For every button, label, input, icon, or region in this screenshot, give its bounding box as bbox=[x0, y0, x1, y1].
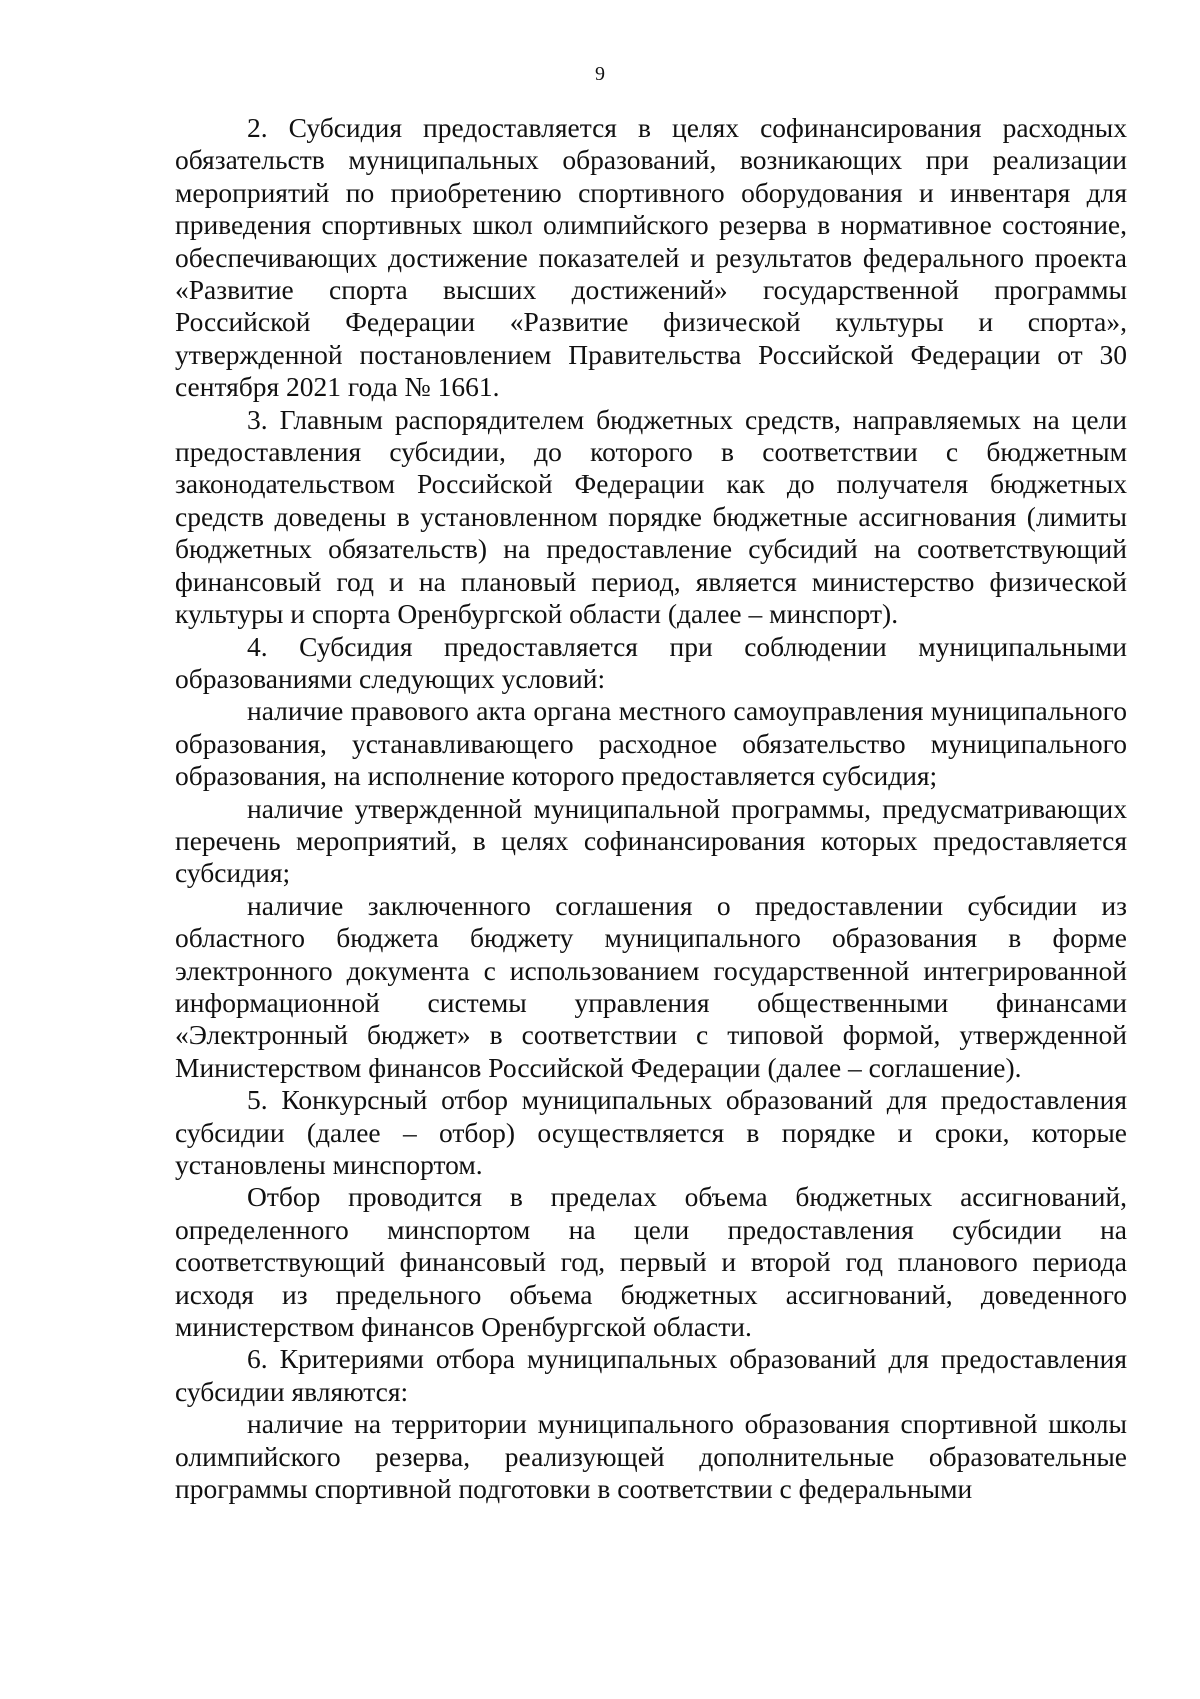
paragraph-6-selection-criteria: 6. Критериями отбора муниципальных образований для предоставления субсидии являются: bbox=[175, 1343, 1127, 1407]
condition-legal-act: наличие правового акта органа местного самоуправления муниципального образования, устанавливающего расходное обязательство муниципального образования, на исполнение которого предоставляется субсидия; bbox=[175, 695, 1127, 792]
criterion-olympic-school: наличие на территории муниципального образования спортивной школы олимпийского резерва, реализующей дополнительные образовательные программы спортивной подготовки в соответствии с федеральными bbox=[175, 1408, 1127, 1505]
condition-municipal-program: наличие утвержденной муниципальной программы, предусматривающих перечень мероприятий, в целях софинансирования которых предоставляется субсидия; bbox=[175, 792, 1127, 889]
page-number: 9 bbox=[595, 63, 605, 85]
paragraph-4-conditions-intro: 4. Субсидия предоставляется при соблюдении муниципальными образованиями следующих условий: bbox=[175, 630, 1127, 694]
condition-agreement: наличие заключенного соглашения о предоставлении субсидии из областного бюджета бюджету муниципального образования в форме электронного документа с использованием государственной интегрированной информационной системы управления общественными финансами «Электронный бюджет» в соответствии с типовой формой, утвержденной Министерством финансов Российской Федерации (далее – соглашение). bbox=[175, 889, 1127, 1083]
paragraph-5-competitive-selection: 5. Конкурсный отбор муниципальных образований для предоставления субсидии (далее – отбор) осуществляется в порядке и сроки, которые установлены минспортом. bbox=[175, 1084, 1127, 1180]
document-body bbox=[175, 112, 1127, 1505]
paragraph-2-subsidy-purpose: 2. Субсидия предоставляется в целях софинансирования расходных обязательств муниципальных образований, возникающих при реализации мероприятий по приобретению спортивного оборудования и инвентаря для приведения спортивных школ олимпийского резерва в нормативное состояние, обеспечивающих достижение показателей и результатов федерального проекта «Развитие спорта высших достижений» государственной программы Российской Федерации «Развитие физической культуры и спорта», утвержденной постановлением Правительства Российской Федерации от 30 сентября 2021 года № 1661. bbox=[175, 112, 1127, 403]
paragraph-selection-limits: Отбор проводится в пределах объема бюджетных ассигнований, определенного минспортом на цели предоставления субсидии на соответствующий финансовый год, первый и второй год планового периода исходя из предельного объема бюджетных ассигнований, доведенного министерством финансов Оренбургской области. bbox=[175, 1181, 1127, 1343]
paragraph-3-chief-administrator: 3. Главным распорядителем бюджетных средств, направляемых на цели предоставления субсидии, до которого в соответствии с бюджетным законодательством Российской Федерации как до получателя бюджетных средств доведены в установленном порядке бюджетные ассигнования (лимиты бюджетных обязательств) на предоставление субсидий на соответствующий финансовый год и на плановый период, является министерство физической культуры и спорта Оренбургской области (далее – минспорт). bbox=[175, 403, 1127, 630]
